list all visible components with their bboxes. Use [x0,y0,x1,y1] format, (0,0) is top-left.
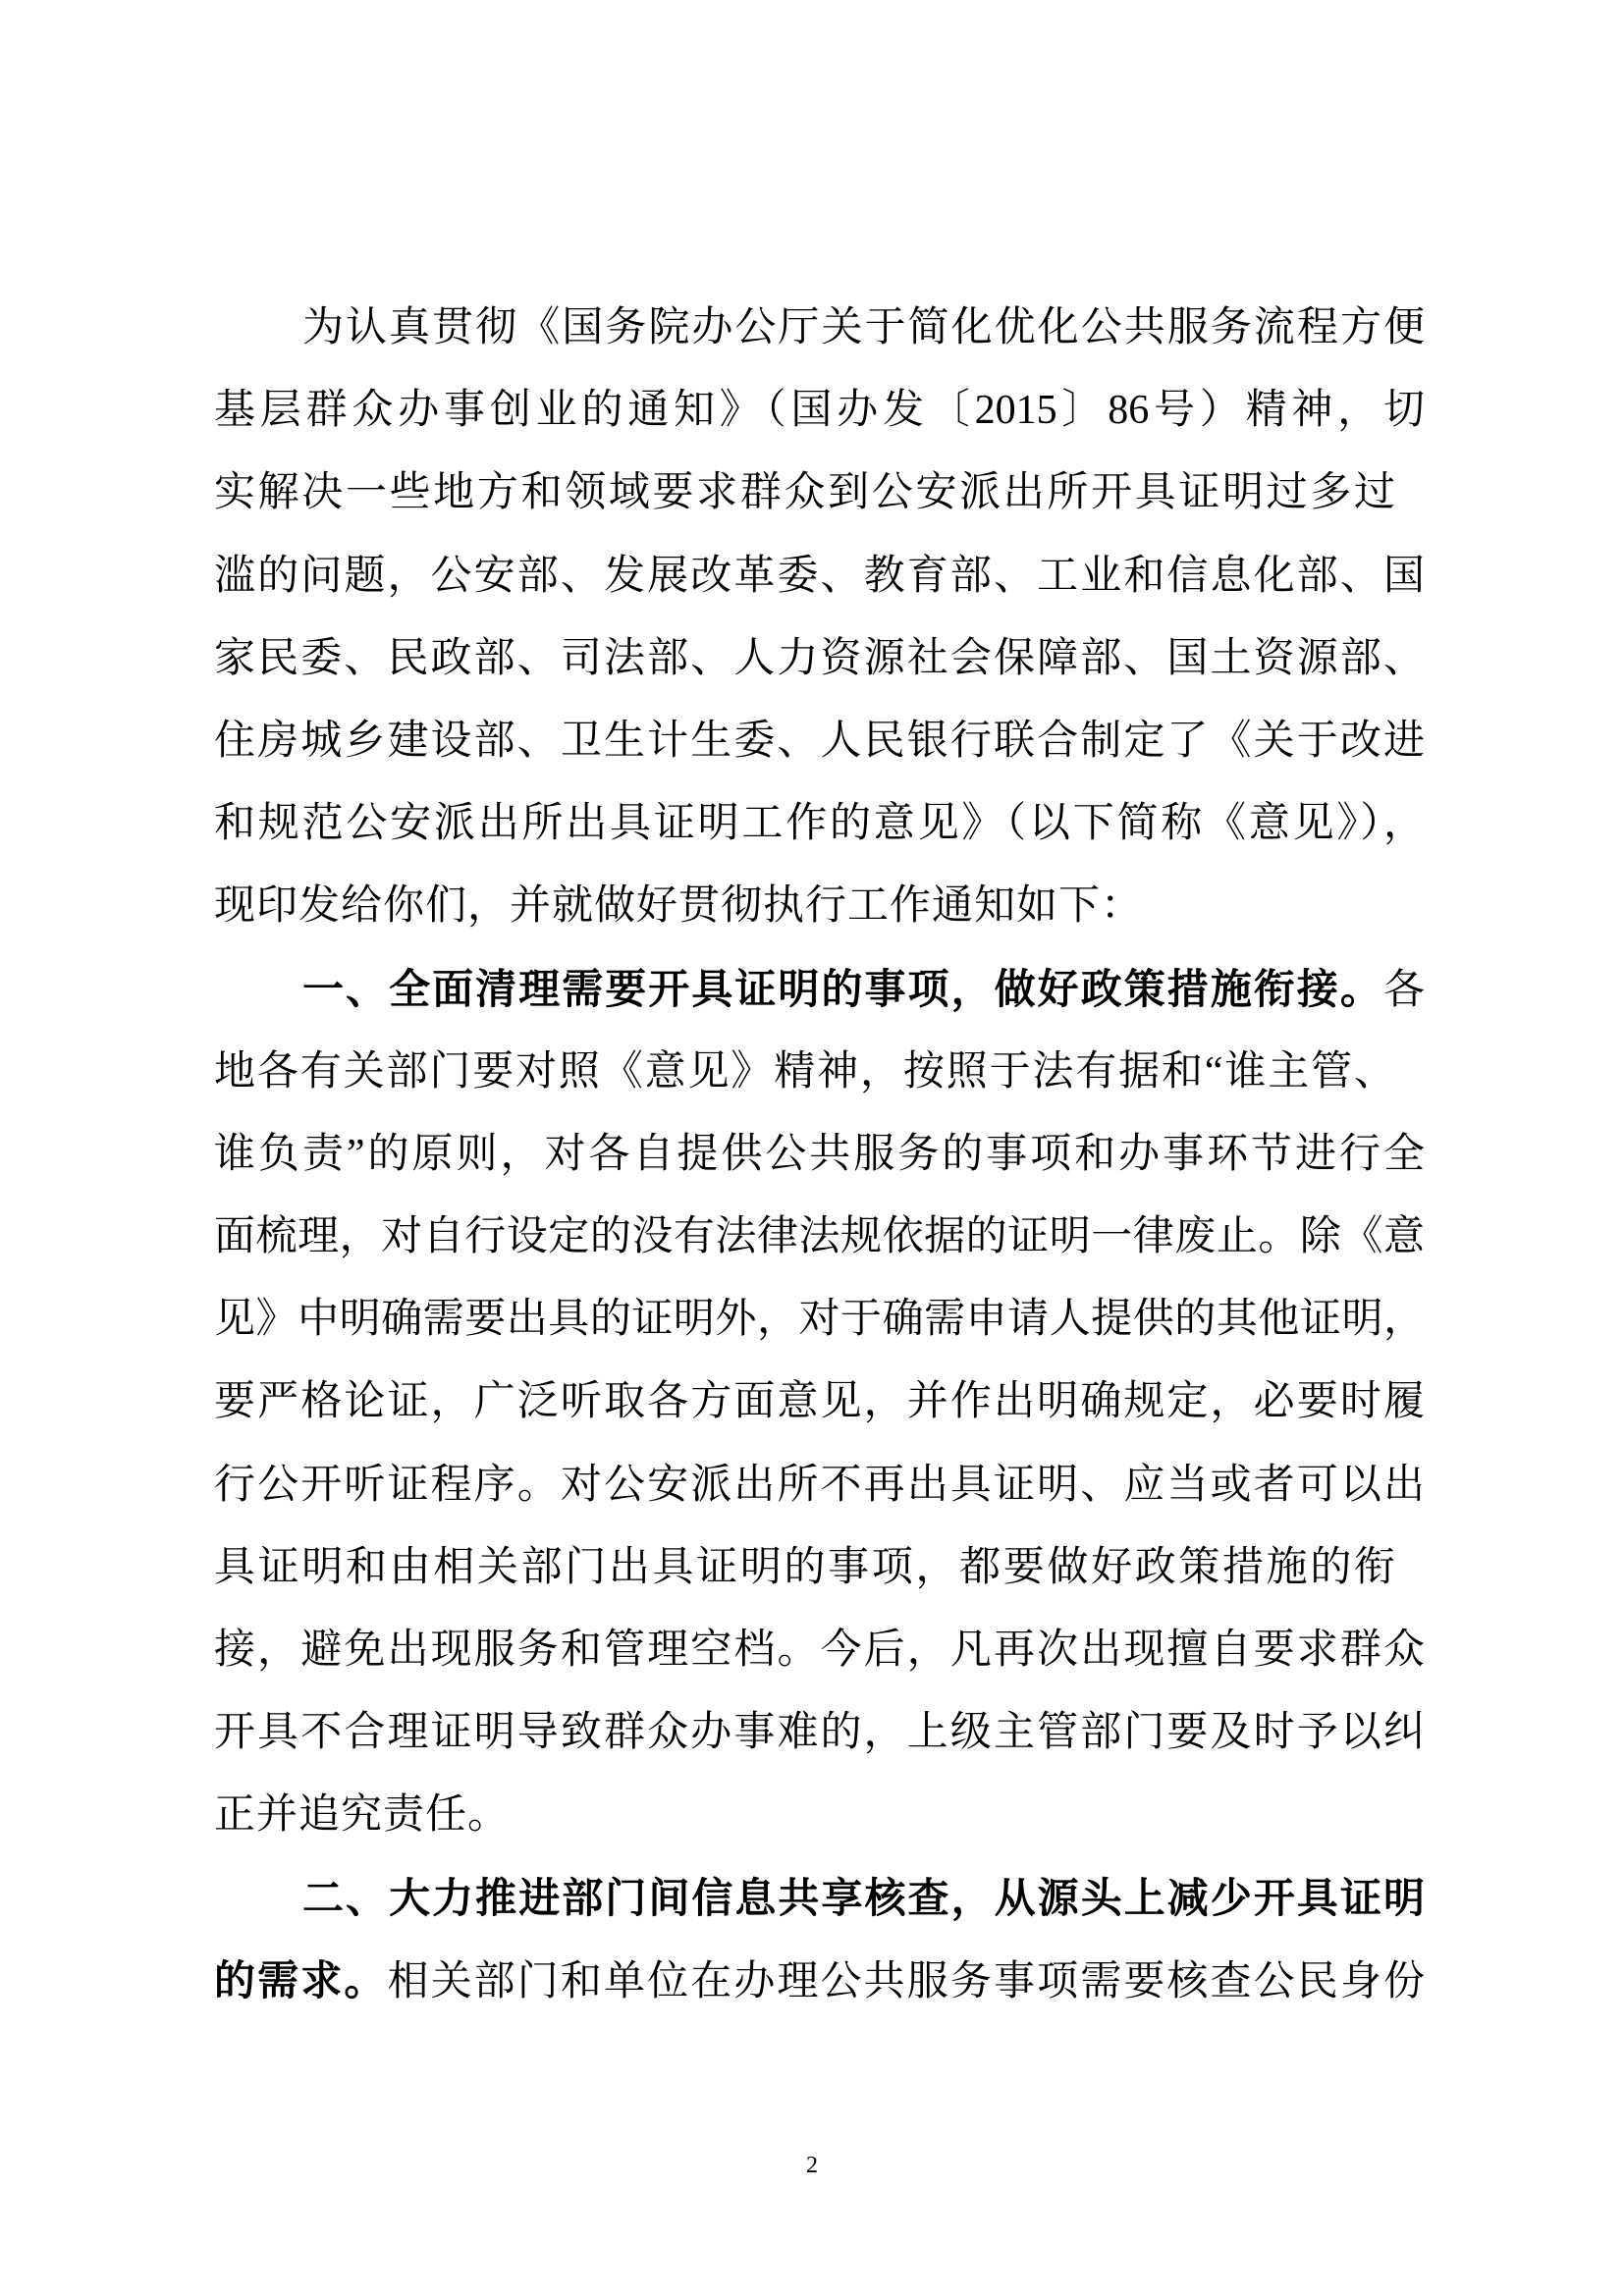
body-line [214,948,1425,1031]
body-line: 家民委、民政部、司法部、人力资源社会保障部、国土资源部、 [214,635,1425,681]
body-line: 具证明和由相关部门出具证明的事项，都要做好政策措施的衔 [214,1544,1395,1590]
section-heading: 二、大力推进部门间信息共享核查，从源头上减少开具证明 [302,1873,1425,1922]
body-text: 相关部门和单位在办理公共服务事项需要核查公民身份 [387,1958,1425,2004]
section-heading: 一、全面清理需要开具证明的事项，做好政策措施衔接。 [302,964,1383,1013]
body-line: 实解决一些地方和领域要求群众到公安派出所开具证明过多过 [214,470,1395,516]
body-line: 正并追究责任。 [214,1792,511,1839]
body-line: 住房城乡建设部、卫生计生委、人民银行联合制定了《关于改进 [214,718,1425,764]
document-body [214,287,1425,2022]
body-line: 滥的问题，公安部、发展改革委、教育部、工业和信息化部、国 [214,553,1425,599]
body-line [214,1940,1425,2022]
body-line: 为认真贯彻《国务院办公厅关于简化优化公共服务流程方便 [302,305,1425,350]
page-number: 2 [806,2153,818,2178]
body-line: 谁负责”的原则，对各自提供公共服务的事项和办事环节进行全 [214,1131,1425,1177]
body-line: 面梳理，对自行设定的没有法律法规依据的证明一律废止。除《意 [214,1214,1425,1260]
body-line: 开具不合理证明导致群众办事难的，上级主管部门要及时予以纠 [214,1710,1425,1756]
body-line: 行公开听证程序。对公安派出所不再出具证明、应当或者可以出 [214,1462,1425,1508]
body-line: 见》中明确需要出具的证明外，对于确需申请人提供的其他证明， [214,1297,1425,1343]
body-line: 基层群众办事创业的通知》（国办发〔2015〕86号）精神，切 [214,388,1425,434]
body-text: 各 [1382,967,1425,1013]
section-heading: 的需求。 [214,1955,388,2004]
body-line: 和规范公安派出所出具证明工作的意见》（以下简称《意见》）， [214,801,1425,847]
body-line: 要严格论证，广泛听取各方面意见，并作出明确规定，必要时履 [214,1379,1425,1425]
body-line: 接，避免出现服务和管理空档。今后，凡再次出现擅自要求群众 [214,1628,1425,1673]
body-line [214,1857,1425,1940]
body-line: 现印发给你们，并就做好贯彻执行工作通知如下： [214,883,1144,930]
body-line: 地各有关部门要对照《意见》精神，按照于法有据和“谁主管、 [214,1048,1395,1095]
